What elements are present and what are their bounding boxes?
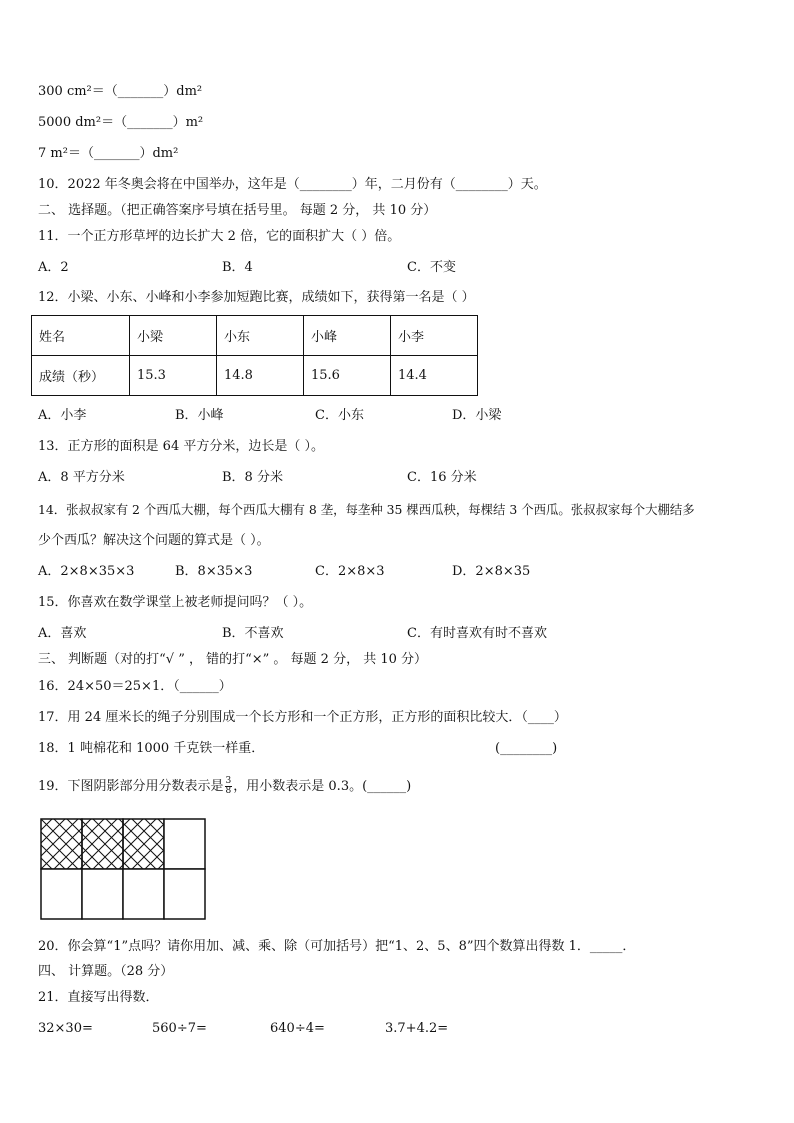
fraction-numerator: 3 [225, 776, 232, 786]
q11-option-a: A．2 [38, 260, 69, 275]
calc-item-1: 32×30= [38, 1021, 93, 1036]
conversion-line-2: 5000 dm²＝（_______）m² [38, 115, 204, 130]
table-cell: 15.3 [130, 356, 217, 396]
question-10: 10．2022 年冬奥会将在中国举办，这年是（________）年，二月份有（________）天。 [38, 177, 547, 192]
question-18: 18．1 吨棉花和 1000 千克铁一样重． [38, 741, 265, 756]
shaded-grid-figure [40, 818, 206, 920]
table-cell: 小李 [391, 316, 478, 356]
q12-option-d: D．小梁 [452, 408, 502, 423]
shaded-cell [82, 819, 123, 869]
table-cell: 15.6 [304, 356, 391, 396]
q15-option-a: A．喜欢 [38, 626, 87, 641]
q13-option-a: A．8 平方分米 [38, 470, 125, 485]
question-12: 12．小梁、小东、小峰和小李参加短跑比赛，成绩如下，获得第一名是（ ） [38, 290, 475, 305]
unshaded-cell [41, 869, 82, 919]
calc-item-4: 3.7+4.2= [385, 1021, 449, 1036]
question-15: 15．你喜欢在数学课堂上被老师提问吗？（ ）。 [38, 595, 313, 610]
table-row [32, 316, 478, 356]
question-11: 11．一个正方形草坪的边长扩大 2 倍，它的面积扩大（ ）倍。 [38, 229, 401, 244]
conversion-line-3: 7 m²＝（_______）dm² [38, 146, 179, 161]
q19-text-after: ，用小数表示是 0.3。(______) [233, 779, 412, 794]
q12-option-b: B．小峰 [175, 408, 224, 423]
shaded-cell [123, 819, 164, 869]
q12-option-a: A．小李 [38, 408, 87, 423]
section-4-heading: 四、 计算题。（28 分） [38, 964, 174, 979]
results-table [31, 315, 478, 396]
section-2-heading: 二、 选择题。（把正确答案序号填在括号里。 每题 2 分， 共 10 分） [38, 203, 437, 218]
q14-option-d: D．2×8×35 [452, 564, 531, 579]
conversion-line-1: 300 cm²＝（_______）dm² [38, 84, 203, 99]
fraction [225, 777, 233, 796]
calc-item-2: 560÷7= [152, 1021, 207, 1036]
q14-option-c: C．2×8×3 [315, 564, 385, 579]
q15-option-b: B．不喜欢 [222, 626, 284, 641]
q12-option-c: C．小东 [315, 408, 364, 423]
q18-answer-blank: (________) [495, 741, 558, 756]
unshaded-cell [123, 869, 164, 919]
q13-option-b: B．8 分米 [222, 470, 283, 485]
q14-option-b: B．8×35×3 [175, 564, 253, 579]
table-cell: 14.8 [217, 356, 304, 396]
table-row [32, 356, 478, 396]
question-14-line-1: 14．张叔叔家有 2 个西瓜大棚，每个西瓜大棚有 8 垄，每垄种 35 棵西瓜秧，每棵结 3 个西瓜。张叔叔家每个大棚结多 [38, 502, 695, 517]
shaded-cell [41, 819, 82, 869]
question-20: 20．你会算“1”点吗？请你用加、减、乘、除（可加括号）把“1、2、5、8”四个数算出得数 1．_____． [38, 939, 636, 954]
table-cell: 小峰 [304, 316, 391, 356]
section-3-heading: 三、 判断题（对的打“√ ” ， 错的打“×” 。 每题 2 分， 共 10 分） [38, 652, 428, 667]
question-14-line-2: 少个西瓜？解决这个问题的算式是（ ）。 [38, 533, 270, 548]
q11-option-b: B．4 [222, 260, 253, 275]
question-19 [38, 776, 411, 798]
table-cell: 成绩（秒） [32, 356, 130, 396]
question-16: 16．24×50＝25×1．（______） [38, 679, 232, 694]
table-cell: 14.4 [391, 356, 478, 396]
unshaded-cell [164, 819, 205, 869]
calc-item-3: 640÷4= [270, 1021, 325, 1036]
question-21: 21．直接写出得数． [38, 990, 159, 1005]
table-cell: 小梁 [130, 316, 217, 356]
q13-option-c: C．16 分米 [407, 470, 477, 485]
question-13: 13．正方形的面积是 64 平方分米，边长是（ ）。 [38, 439, 324, 454]
table-cell: 小东 [217, 316, 304, 356]
q19-text-before: 19．下图阴影部分用分数表示是 [38, 779, 224, 794]
unshaded-cell [164, 869, 205, 919]
table-cell: 姓名 [32, 316, 130, 356]
q11-option-c: C．不变 [407, 260, 456, 275]
fraction-denominator: 8 [225, 786, 232, 796]
unshaded-cell [82, 869, 123, 919]
q14-option-a: A．2×8×35×3 [38, 564, 135, 579]
question-17: 17．用 24 厘米长的绳子分别围成一个长方形和一个正方形，正方形的面积比较大．（____） [38, 710, 567, 725]
q15-option-c: C．有时喜欢有时不喜欢 [407, 626, 547, 641]
